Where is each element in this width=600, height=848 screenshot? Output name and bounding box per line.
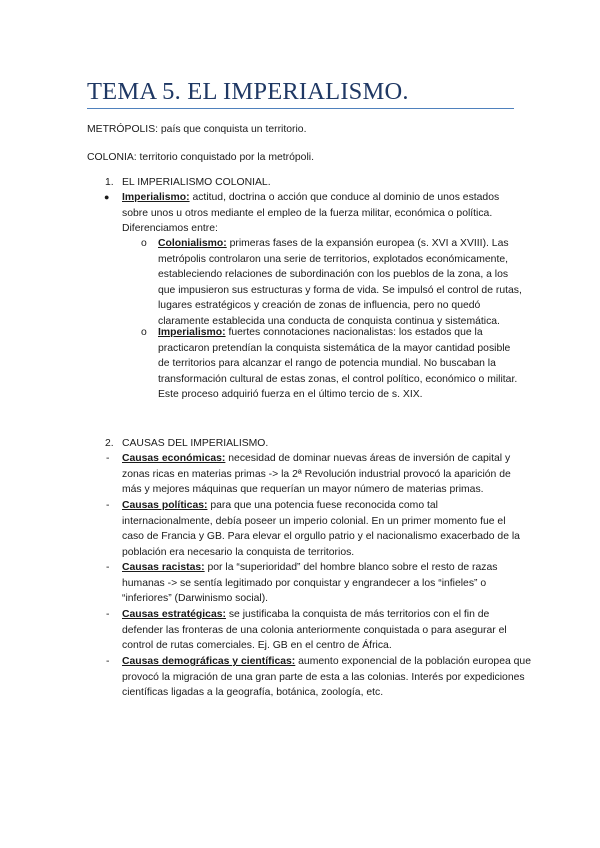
cause-line <box>122 654 531 670</box>
term-label: Causas estratégicas: <box>122 609 226 620</box>
line-text: necesidad de dominar nuevas áreas de inversión de capital y <box>228 453 511 464</box>
cause-line <box>122 451 510 467</box>
line-text: Este proceso adquirió fuerza en el último tercio de s. XIX. <box>158 389 423 400</box>
line-text: lugares estratégicos y creación de zonas de influencia, pero no quedó <box>158 300 481 311</box>
term-label: Imperialismo: <box>122 192 190 203</box>
term-label: Causas demográficas y científicas: <box>122 656 296 667</box>
sub-bullet-line <box>158 325 483 341</box>
line-text: se justificaba la conquista de más territorios con el fin de <box>228 609 490 620</box>
cause-line <box>122 607 489 623</box>
line-text: por la “superioridad” del hombre blanco sobre el resto de razas <box>207 562 498 573</box>
definition-colonia: COLONIA: territorio conquistado por la metrópoli. <box>87 152 314 163</box>
line-text: de territorios para alcanzar el rango de potencia mundial. No buscaban la <box>158 358 496 369</box>
line-text: aumento exponencial de la población europea que <box>298 656 531 667</box>
section-number: 2. <box>105 438 114 449</box>
term-label: Imperialismo: <box>158 327 226 338</box>
section-number: 1. <box>105 177 114 188</box>
bullet-line <box>122 190 499 206</box>
line-text: primeras fases de la expansión europea (s. XVI a XVIII). Las <box>229 238 509 249</box>
line-text: internacionalmente, debía poseer un imperio colonial. En un primer momento fue el <box>122 515 506 527</box>
cause-line <box>122 560 497 576</box>
line-text: para que una potencia fuese reconocida como tal <box>210 500 438 511</box>
dash-icon: - <box>106 562 110 573</box>
line-text: control de rutas comerciales. Ej. GB en el centro de África. <box>122 640 392 651</box>
sub-bullet-line <box>158 236 509 252</box>
term-label: Causas políticas: <box>122 500 208 511</box>
section-heading: CAUSAS DEL IMPERIALISMO. <box>122 438 269 449</box>
dash-icon: - <box>106 500 110 511</box>
line-text: estableciendo relaciones de subordinación con los pueblos de la zona, a los <box>158 269 509 280</box>
section-heading: EL IMPERIALISMO COLONIAL. <box>122 177 271 188</box>
line-text: científicas ligadas a la geografía, botánica, zoología, etc. <box>122 687 384 698</box>
dash-icon: - <box>106 609 110 620</box>
line-text: población era necesario la conquista de territorios. <box>122 546 355 558</box>
line-text: “inferiores” (Darwinismo social). <box>122 593 269 604</box>
dash-icon: - <box>106 453 110 464</box>
page-title: TEMA 5. EL IMPERIALISMO. <box>87 78 409 105</box>
term-label: Colonialismo: <box>158 238 227 249</box>
line-text: humanas -> se sentía legitimado por conquistar y engrandecer a los “infieles” o <box>122 577 487 589</box>
line-text: fuertes connotaciones nacionalistas: los estados que la <box>228 327 483 338</box>
line-text: practicaron pretendían la conquista sistemática de la mayor cantidad posible <box>158 342 511 354</box>
line-text: provocó la migración de una gran parte de esta a las colonias. Interés por expediciones <box>122 671 525 683</box>
term-label: Causas económicas: <box>122 453 226 464</box>
line-text: claramente establecida una conducta de conquista continua y sistemática. <box>158 315 500 327</box>
line-text: actitud, doctrina o acción que conduce al dominio de unos estados <box>192 192 500 203</box>
bullet-icon: ● <box>104 192 110 202</box>
line-text: sobre unos u otros mediante el empleo de la fuerza militar, económica o política. <box>122 207 493 219</box>
line-text: más y mejores máquinas que requerían un mayor número de materias primas. <box>122 484 484 495</box>
dash-icon: - <box>106 656 110 667</box>
definition-metropolis: METRÓPOLIS: país que conquista un territorio. <box>87 124 307 135</box>
line-text: caso de Francia y GB. Para elevar el orgullo patrio y el nacionalismo exacerbado de la <box>122 531 520 542</box>
sub-bullet-icon: o <box>141 238 147 249</box>
line-text: defender las fronteras de una colonia anteriormente conquistada o para asegurar el <box>122 624 507 636</box>
line-text: Diferenciamos entre: <box>122 223 218 234</box>
term-label: Causas racistas: <box>122 562 205 573</box>
line-text: que impusieron sus estructuras y forma de vida. Se impulsó el control de rutas, <box>158 284 522 296</box>
line-text: metrópolis controlaron una serie de territorios, explotados económicamente, <box>158 253 508 265</box>
sub-bullet-icon: o <box>141 327 147 338</box>
cause-line <box>122 498 438 514</box>
line-text: zonas ricas en materias primas -> la 2ª Revolución industrial provocó la aparición de <box>122 468 511 480</box>
title-underline <box>87 108 514 109</box>
line-text: transformación cultural de estas zonas, el control político, económico o militar. <box>158 373 518 385</box>
